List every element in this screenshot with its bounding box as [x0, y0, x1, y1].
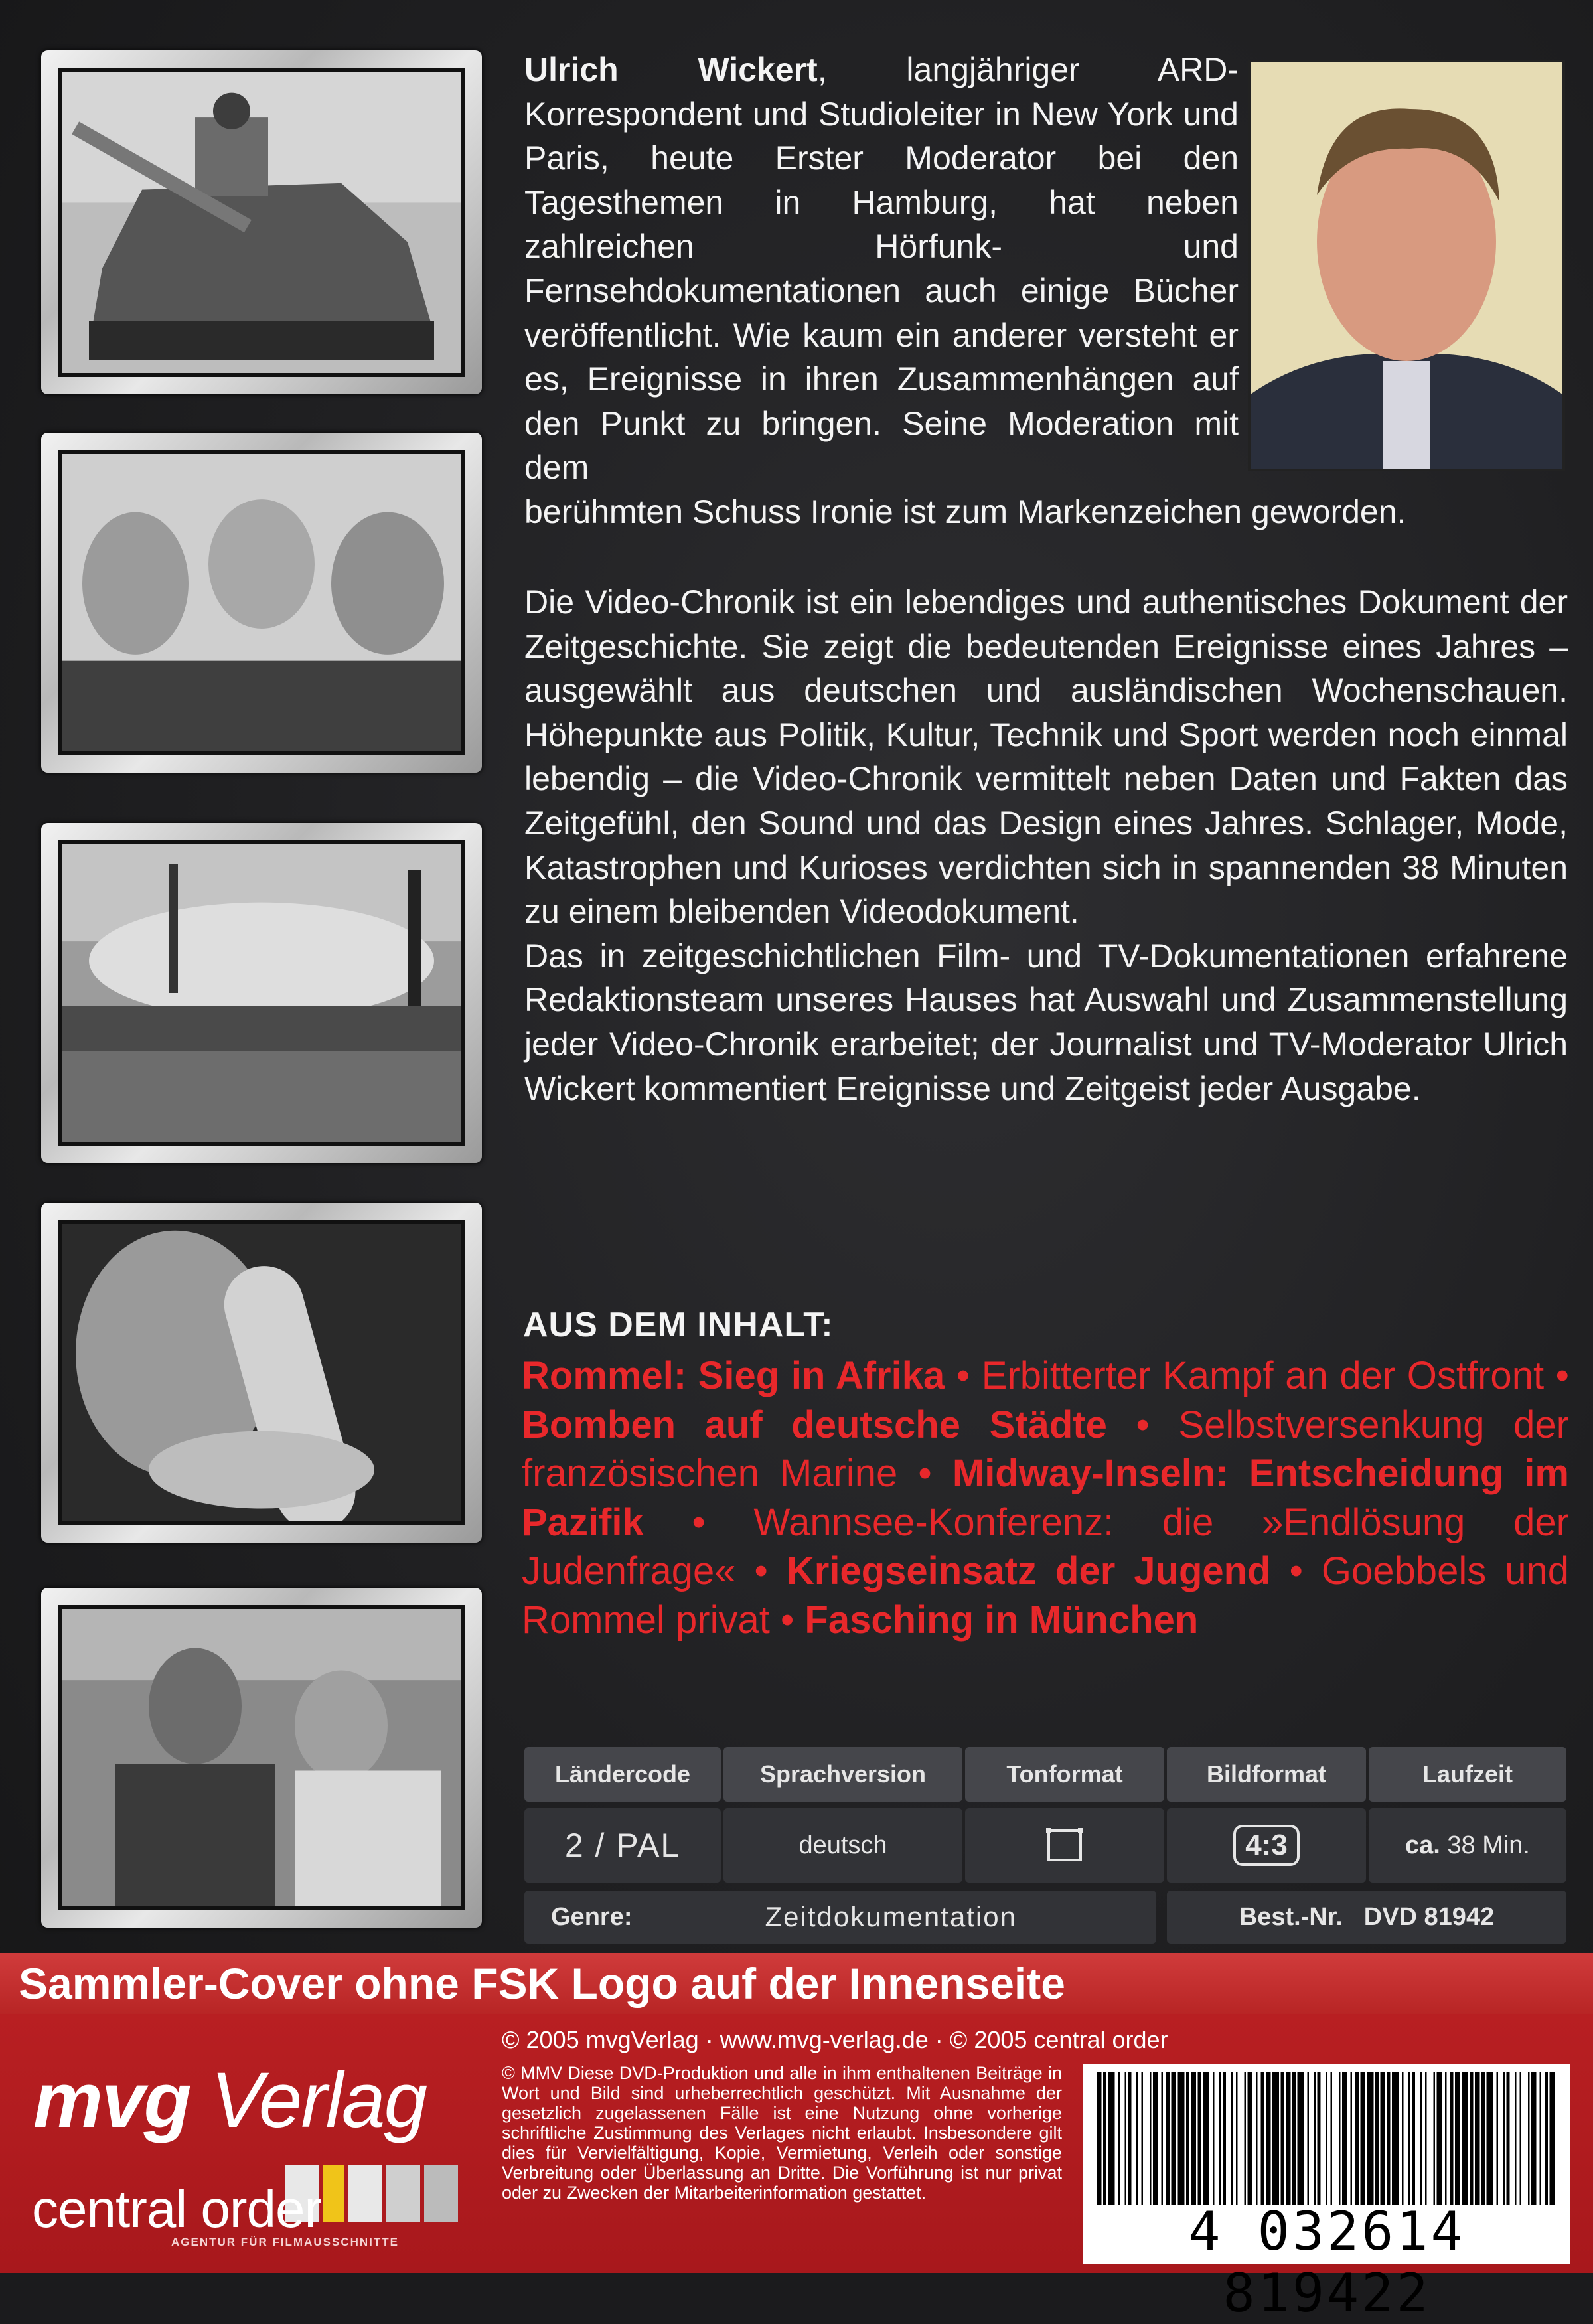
- genre-value: Zeitdokumentation: [765, 1901, 1018, 1932]
- ean-number: 4 032614 819422: [1188, 2201, 1466, 2324]
- contents-item: Midway-Inseln: Entscheidung im Pazifik: [522, 1452, 1569, 1544]
- central-order-logo: central order: [32, 2179, 322, 2238]
- contents-item: Selbstversenkung der französischen Marine: [522, 1403, 1569, 1495]
- still-ship-burning: [41, 823, 482, 1163]
- contents-item: Kriegseinsatz der Jugend: [786, 1549, 1271, 1592]
- presenter-bio: [524, 48, 1239, 490]
- description-paragraph-2: Das in zeitgeschichtlichen Film- und TV-Dokumentationen erfahrene Redaktionsteam unseres Hauses hat Auswahl und Zusammenstellung jeder Video-Chronik erarbeitet; der Journalist und TV-Moderator Ulrich Wickert kommentiert Ereignisse und Zeitgeist jeder Ausgabe.: [524, 937, 1568, 1107]
- tonformat-value: [965, 1808, 1164, 1883]
- presenter-photo: [1251, 62, 1562, 469]
- laendercode-value: 2 / PAL: [524, 1808, 721, 1883]
- model-plane-photo: [62, 1224, 461, 1521]
- tank-photo: [62, 72, 461, 373]
- header-laufzeit: Laufzeit: [1369, 1747, 1566, 1802]
- contents-title: AUS DEM INHALT:: [523, 1306, 834, 1344]
- prisoners-photo: [62, 454, 461, 751]
- mvg-logo-bold: mvg: [33, 2056, 190, 2144]
- description: [524, 580, 1568, 1111]
- contents-item: Wannsee-Konferenz: die »Endlösung der Judenfrage«: [522, 1500, 1569, 1592]
- header-bildformat: Bildformat: [1167, 1747, 1366, 1802]
- sprachversion-value: deutsch: [723, 1808, 962, 1883]
- barcode-bars: [1097, 2072, 1557, 2205]
- collector-banner: Sammler-Cover ohne FSK Logo auf der Innenseite: [0, 1953, 1593, 2014]
- separator: •: [692, 1500, 706, 1544]
- header-tonformat: Tonformat: [965, 1747, 1164, 1802]
- bildformat-value: [1167, 1808, 1366, 1883]
- mvg-verlag-logo: [33, 2055, 426, 2145]
- contents-list: [522, 1352, 1569, 1644]
- legal-notice: © MMV Diese DVD-Produktion und alle in ihm enthaltenen Beiträge in Wort und Bild sind urheberrechtlich geschützt. Mit Ausnahme der gesetzlich zugelassenen Fälle ist eine Nutzung ohne vorherige schriftliche Zustimmung des Verlages nicht erlaubt. Insbesondere gilt dies für Vervielfältigung, Kopie, Vermietung, Verleih oder sonstige Verbreitung oder Überlassung an Dritte. Die Vorführung ist nur privat oder zu Zwecken der Mitarbeiterinformation gestattet.: [502, 2063, 1062, 2203]
- bio-continuation: berühmten Schuss Ironie ist zum Markenzeichen geworden.: [524, 493, 1406, 530]
- burning-ship-photo: [62, 844, 461, 1142]
- contents-item: Rommel: Sieg in Afrika: [522, 1354, 945, 1397]
- header-laendercode: Ländercode: [524, 1747, 721, 1802]
- athlete-photo: [62, 1609, 461, 1906]
- laufzeit-text: 38 Min.: [1447, 1831, 1530, 1859]
- contents-item: Bomben auf deutsche Städte: [522, 1403, 1107, 1446]
- genre-row: [524, 1891, 1156, 1944]
- header-sprachversion: Sprachversion: [723, 1747, 962, 1802]
- separator: •: [1289, 1549, 1303, 1592]
- description-paragraph-1: Die Video-Chronik ist ein lebendiges und authentisches Dokument der Zeitgeschichte. Sie zeigt die bedeutenden Ereignisse eines Jahres – ausgewählt aus deutschen und ausländischen Wochenschauen. Höhepunkte aus Politik, Kultur, Technik und Sport werden noch einmal lebendig – die Video-Chronik vermittelt neben Daten und Fakten das Zeitgefühl, den Sound und das Design eines Jahres. Schlager, Mode, Katastrophen und Kurioses verdichten sich in spannenden 38 Minuten zu einem bleibenden Videodokument.: [524, 583, 1568, 931]
- presenter-name: Ulrich Wickert: [524, 51, 818, 88]
- genre-label: Genre:: [551, 1902, 633, 1931]
- copyright-line: © 2005 mvgVerlag · www.mvg-verlag.de · © 2005 central order: [502, 2026, 1168, 2053]
- contents-item: Fasching in München: [804, 1598, 1199, 1642]
- bestnr-row: [1167, 1891, 1566, 1944]
- still-model-plane: [41, 1203, 482, 1543]
- still-athlete: [41, 1588, 482, 1928]
- bestnr-value: DVD 81942: [1363, 1902, 1495, 1931]
- mono-sound-icon: [1047, 1829, 1082, 1861]
- separator: •: [780, 1598, 795, 1642]
- central-order-tagline: AGENTUR FÜR FILMAUSSCHNITTE: [171, 2236, 399, 2248]
- laufzeit-prefix: ca.: [1404, 1831, 1440, 1859]
- aspect-ratio-badge: 4:3: [1233, 1825, 1300, 1866]
- contents-item: Erbitterter Kampf an der Ostfront: [981, 1354, 1545, 1397]
- mvg-logo-rest: Verlag: [210, 2056, 427, 2144]
- separator: •: [1136, 1403, 1150, 1446]
- separator: •: [956, 1354, 970, 1397]
- separator: •: [1555, 1354, 1569, 1397]
- barcode: [1083, 2064, 1570, 2324]
- contents-item: Goebbels und Rommel privat: [522, 1549, 1569, 1642]
- separator: •: [754, 1549, 768, 1592]
- laufzeit-value: [1369, 1808, 1566, 1883]
- still-prisoners: [41, 433, 482, 773]
- presenter-portrait: [1248, 60, 1565, 471]
- still-tank: [41, 50, 482, 394]
- bio-text: , langjähriger ARD-Korrespondent und Studioleiter in New York und Paris, heute Erster Moderator bei den Tagesthemen in Hamburg, hat neben zahlreichen Hörfunk- und Fernsehdokumentationen auch einige Bücher veröffentlicht. Wie kaum ein anderer versteht er es, Ereignisse in ihren Zusammenhängen auf den Punkt zu bringen. Seine Moderation mit dem: [524, 51, 1239, 487]
- bestnr-label: Best.-Nr.: [1239, 1902, 1343, 1931]
- separator: •: [918, 1452, 932, 1495]
